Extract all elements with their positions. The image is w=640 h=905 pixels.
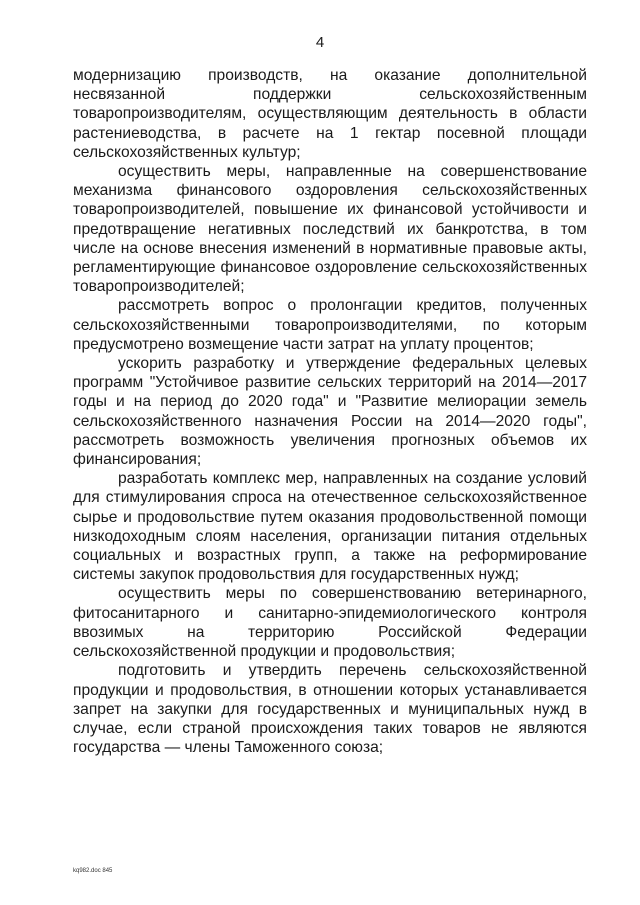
- paragraph-federal-programs: ускорить разработку и утверждение федеральных целевых программ "Устойчивое развитие сельских территорий на 2014—2017 годы и на период до 2020 года" и "Развитие мелиорации земель сельскохозяйственного назначения России на 2014—2020 годы", рассмотреть возможность увеличения прогнозных объемов их финансирования;: [73, 355, 587, 469]
- document-file-code: kq982.doc 845: [73, 868, 113, 874]
- page-number: 4: [315, 34, 325, 51]
- paragraph-veterinary-control: осуществить меры по совершенствованию ветеринарного, фитосанитарного и санитарно-эпидемиологического контроля ввозимых на территорию Российской Федерации сельскохозяйственной продукции и продовольствия;: [73, 585, 587, 661]
- document-body: [73, 66, 587, 757]
- paragraph-credit-prolongation: рассмотреть вопрос о пролонгации кредитов, полученных сельскохозяйственными товаропроизводителями, по которым предусмотрено возмещение части затрат на уплату процентов;: [73, 297, 587, 353]
- paragraph-demand-stimulation: разработать комплекс мер, направленных на создание условий для стимулирования спроса на отечественное сельскохозяйственное сырье и продовольствие путем оказания продовольственной помощи низкодоходным слоям населения, организации питания отдельных социальных и возрастных групп, а также на реформирование системы закупок продовольствия для государственных нужд;: [73, 470, 587, 584]
- paragraph-continuation: модернизацию производств, на оказание дополнительной несвязанной поддержки сельскохозяйственным товаропроизводителям, осуществляющим деятельность в области растениеводства, в расчете на 1 гектар посевной площади сельскохозяйственных культур;: [73, 67, 587, 161]
- paragraph-financial-recovery: осуществить меры, направленные на совершенствование механизма финансового оздоровления сельскохозяйственных товаропроизводителей, повышение их финансовой устойчивости и предотвращение негативных последствий их банкротства, в том числе на основе внесения изменений в нормативные правовые акты, регламентирующие финансовое оздоровление сельскохозяйственных товаропроизводителей;: [73, 163, 587, 296]
- paragraph-procurement-ban: подготовить и утвердить перечень сельскохозяйственной продукции и продовольствия, в отношении которых устанавливается запрет на закупки для государственных и муниципальных нужд в случае, если страной происхождения таких товаров не являются государства — члены Таможенного союза;: [73, 662, 587, 757]
